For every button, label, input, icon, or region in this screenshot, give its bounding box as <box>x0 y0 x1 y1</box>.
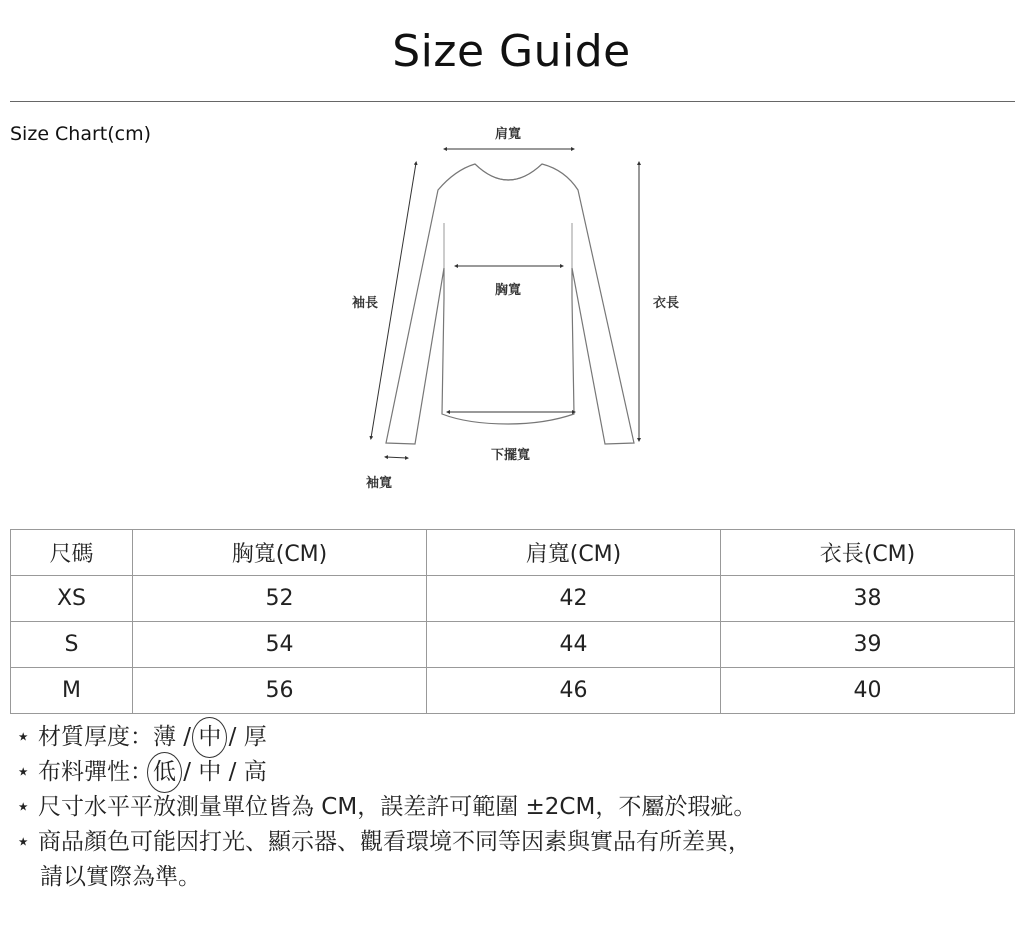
cell-size: XS <box>11 576 133 622</box>
notes <box>16 720 756 895</box>
sleeve-length-label: 袖長 <box>352 296 379 311</box>
note-measurement <box>16 790 756 825</box>
body-length-label: 衣長 <box>653 296 680 311</box>
garment-outline <box>386 164 634 444</box>
cell-size: M <box>11 668 133 714</box>
long-sleeve-top-illustration <box>340 118 700 498</box>
measurement-text: 尺寸水平平放測量單位皆為 CM，誤差許可範圍 ±2CM，不屬於瑕疵。 <box>38 794 757 820</box>
star-icon: ⋆ <box>16 794 31 820</box>
elastic-mid: 中 <box>198 759 222 785</box>
title-divider <box>10 101 1015 102</box>
table-row <box>11 576 1015 622</box>
thickness-label: 材質厚度： <box>38 724 153 750</box>
separator: / <box>221 759 244 785</box>
note-elasticity <box>16 755 756 790</box>
header-shoulder: 肩寬(CM) <box>427 530 721 576</box>
thickness-thick: 厚 <box>243 724 267 750</box>
table-header-row <box>11 530 1015 576</box>
shoulder-label: 肩寬 <box>495 127 522 142</box>
star-icon: ⋆ <box>16 724 31 750</box>
header-chest: 胸寬(CM) <box>133 530 427 576</box>
color-text-1: 商品顏色可能因打光、顯示器、觀看環境不同等因素與實品有所差異， <box>38 829 751 855</box>
separator: / <box>221 724 244 750</box>
page-title: Size Guide <box>392 26 631 77</box>
note-color <box>16 825 756 860</box>
hem-label: 下擺寬 <box>491 448 531 463</box>
cell-shoulder: 44 <box>427 622 721 668</box>
armhole-lines <box>444 223 572 268</box>
cell-chest: 54 <box>133 622 427 668</box>
elastic-label: 布料彈性： <box>38 759 153 785</box>
size-chart-label: Size Chart(cm) <box>10 123 152 145</box>
cell-length: 38 <box>721 576 1015 622</box>
table-row <box>11 668 1015 714</box>
header-length: 衣長(CM) <box>721 530 1015 576</box>
color-text-2: 請以實際為準。 <box>40 864 201 890</box>
cell-length: 40 <box>721 668 1015 714</box>
sleeve-width-label: 袖寬 <box>366 476 393 491</box>
elastic-high: 高 <box>243 759 267 785</box>
star-icon: ⋆ <box>16 759 31 785</box>
cell-shoulder: 46 <box>427 668 721 714</box>
garment-diagram <box>340 118 700 498</box>
note-color-continued <box>16 860 756 895</box>
header-size: 尺碼 <box>11 530 133 576</box>
cell-shoulder: 42 <box>427 576 721 622</box>
thickness-mid-selected: 中 <box>198 720 221 755</box>
cell-chest: 56 <box>133 668 427 714</box>
note-thickness <box>16 720 756 755</box>
cell-chest: 52 <box>133 576 427 622</box>
table-row <box>11 622 1015 668</box>
size-table <box>10 529 1015 714</box>
elastic-low-selected: 低 <box>153 755 176 790</box>
separator: / <box>176 724 199 750</box>
chest-label: 胸寬 <box>495 283 522 298</box>
separator: / <box>176 759 199 785</box>
cell-size: S <box>11 622 133 668</box>
star-icon: ⋆ <box>16 829 31 855</box>
sleeve-width-arrow <box>386 457 407 458</box>
thickness-thin: 薄 <box>153 724 176 750</box>
neckline <box>475 164 542 180</box>
cell-length: 39 <box>721 622 1015 668</box>
